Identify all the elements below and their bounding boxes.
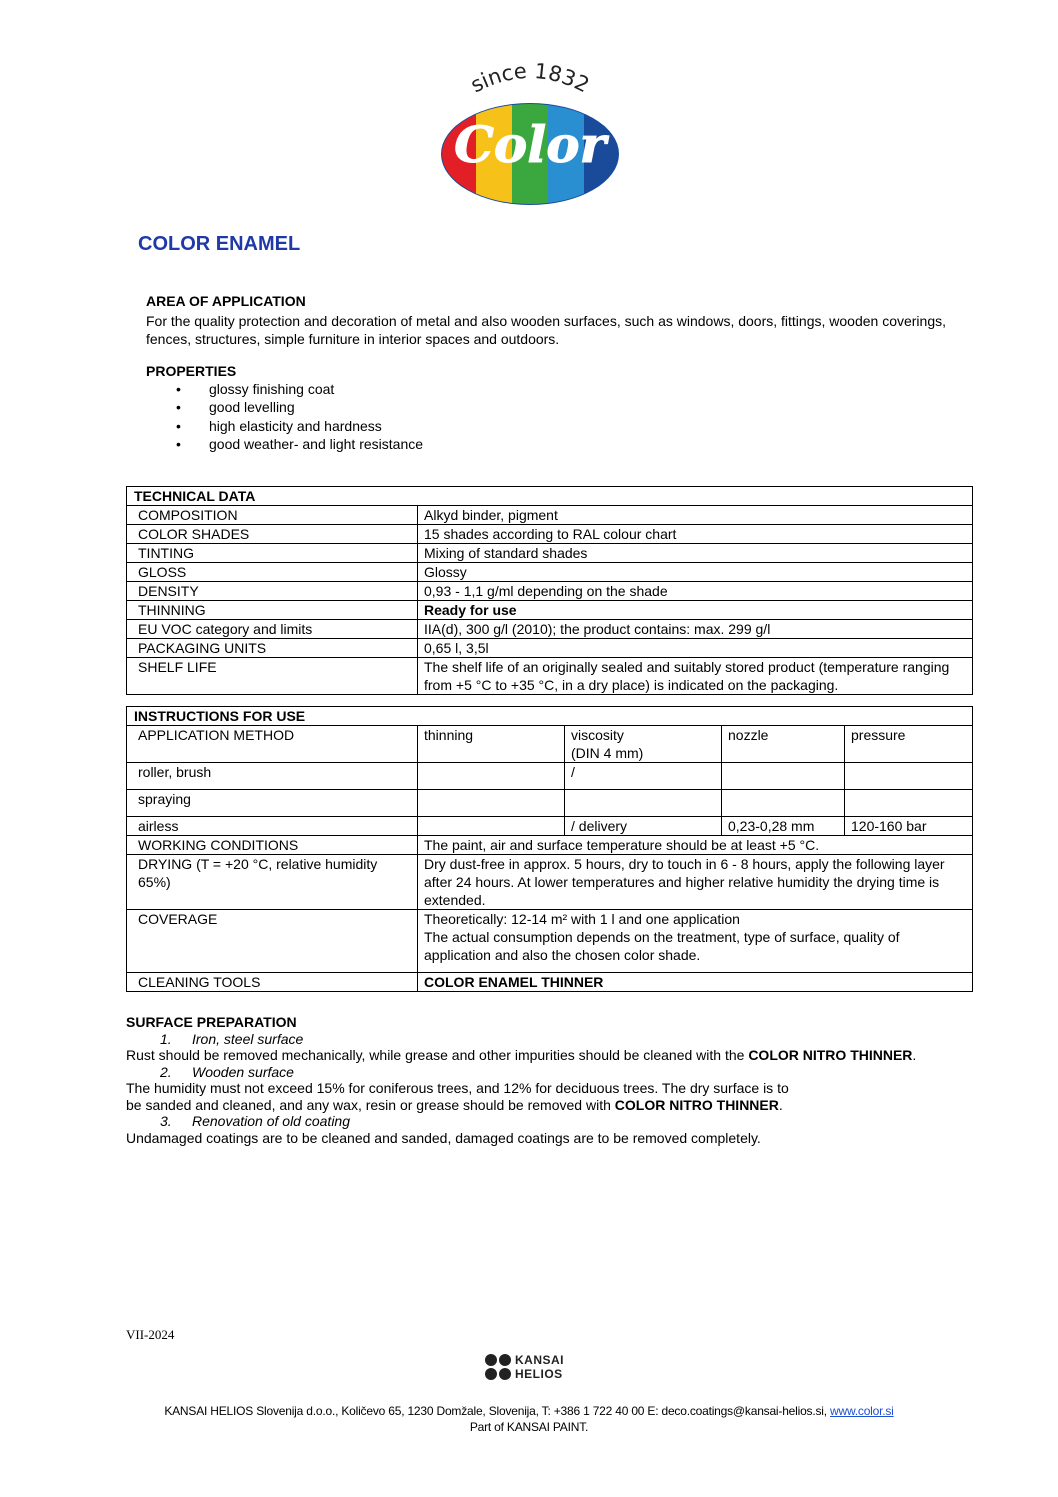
step-text: be sanded and cleaned, and any wax, resin or grease should be removed with COLOR NITRO THINNER. bbox=[126, 1096, 783, 1113]
row-label: DRYING (T = +20 °C, relative humidity 65%) bbox=[127, 855, 418, 910]
row-value: 0,93 - 1,1 g/ml depending on the shade bbox=[418, 582, 973, 601]
instructions-table bbox=[126, 706, 973, 992]
row-value: Alkyd binder, pigment bbox=[418, 506, 973, 525]
step-title: Iron, steel surface bbox=[192, 1030, 304, 1047]
row-value: COLOR ENAMEL THINNER bbox=[418, 973, 973, 992]
method-name: roller, brush bbox=[127, 763, 418, 790]
table-row bbox=[127, 506, 973, 525]
row-value: Mixing of standard shades bbox=[418, 544, 973, 563]
row-label: CLEANING TOOLS bbox=[127, 973, 418, 992]
row-value: Dry dust-free in approx. 5 hours, dry to touch in 6 - 8 hours, apply the following layer after 24 hours. At lower temperatures and higher relative humidity the drying time is extended. bbox=[418, 855, 973, 910]
col-header: thinning bbox=[418, 726, 565, 763]
table-row bbox=[127, 726, 973, 763]
properties-list bbox=[146, 380, 423, 453]
step-number: 2. bbox=[160, 1063, 172, 1080]
properties-heading: PROPERTIES bbox=[146, 363, 237, 379]
row-value: Theoretically: 12-14 m² with 1 l and one application The actual consumption depends on the treatment, type of surface, quality of application and also the chosen color shade. bbox=[418, 910, 973, 973]
step-title: Renovation of old coating bbox=[192, 1113, 350, 1129]
row-label: COMPOSITION bbox=[127, 506, 418, 525]
col-header: nozzle bbox=[722, 726, 845, 763]
color-logo bbox=[440, 62, 620, 207]
cell bbox=[722, 763, 845, 790]
row-value: 0,65 l, 3,5l bbox=[418, 639, 973, 658]
page-title: COLOR ENAMEL bbox=[138, 233, 301, 255]
row-label: WORKING CONDITIONS bbox=[127, 836, 418, 855]
row-label: SHELF LIFE bbox=[127, 658, 418, 695]
cell bbox=[418, 790, 565, 817]
row-value: Ready for use bbox=[418, 601, 973, 620]
cell: / delivery bbox=[565, 817, 722, 836]
table-row bbox=[127, 763, 973, 790]
website-link[interactable]: www.color.si bbox=[830, 1404, 894, 1418]
row-value: The paint, air and surface temperature should be at least +5 °C. bbox=[418, 836, 973, 855]
step-number: 3. bbox=[160, 1113, 172, 1129]
cell bbox=[418, 817, 565, 836]
table-row bbox=[127, 817, 973, 836]
row-label: COVERAGE bbox=[127, 910, 418, 973]
step-title: Wooden surface bbox=[192, 1063, 294, 1080]
table-row bbox=[127, 790, 973, 817]
row-label: COLOR SHADES bbox=[127, 525, 418, 544]
company-info: KANSAI HELIOS Slovenija d.o.o., Količevo 65, 1230 Domžale, Slovenija, T: +386 1 722 40 00 E: deco.coatings@kansai-helios.si, bbox=[164, 1404, 831, 1418]
col-header: pressure bbox=[845, 726, 973, 763]
logo-since-text: since 1832 bbox=[466, 62, 594, 98]
method-name: airless bbox=[127, 817, 418, 836]
step-text: The humidity must not exceed 15% for coniferous trees, and 12% for deciduous trees. The dry surface is to bbox=[126, 1080, 789, 1096]
row-label: DENSITY bbox=[127, 582, 418, 601]
table-row bbox=[127, 582, 973, 601]
cell bbox=[722, 790, 845, 817]
technical-data-table bbox=[126, 486, 973, 695]
property-item: • good weather- and light resistance bbox=[146, 435, 423, 453]
row-value: The shelf life of an originally sealed and suitably stored product (temperature ranging from +5 °C to +35 °C, in a dry place) is indicated on the packaging. bbox=[418, 658, 973, 695]
cell: / bbox=[565, 763, 722, 790]
row-label: GLOSS bbox=[127, 563, 418, 582]
logo-wordmark: Color bbox=[454, 115, 606, 174]
cell bbox=[565, 790, 722, 817]
property-item: • good levelling bbox=[146, 398, 423, 416]
footer bbox=[0, 1403, 1058, 1435]
table-row bbox=[127, 639, 973, 658]
step-text: Rust should be removed mechanically, while grease and other impurities should be cleaned with the COLOR NITRO THINNER. bbox=[126, 1047, 917, 1063]
table-row bbox=[127, 620, 973, 639]
area-heading: AREA OF APPLICATION bbox=[146, 293, 306, 309]
kansai-helios-logo: KANSAI HELIOS bbox=[483, 1353, 583, 1381]
row-value: Glossy bbox=[418, 563, 973, 582]
cell bbox=[845, 790, 973, 817]
surface-heading: SURFACE PREPARATION bbox=[126, 1014, 297, 1030]
step-number: 1. bbox=[160, 1030, 172, 1047]
area-text: For the quality protection and decoration of metal and also wooden surfaces, such as windows, doors, fittings, wooden coverings, fences, structures, simple furniture in interior spaces and outdoors. bbox=[146, 313, 947, 347]
table-row bbox=[127, 601, 973, 620]
property-item: • glossy finishing coat bbox=[146, 380, 423, 398]
method-label: APPLICATION METHOD bbox=[127, 726, 418, 763]
cell bbox=[418, 763, 565, 790]
revision-date: VII-2024 bbox=[126, 1327, 175, 1342]
cell: 0,23-0,28 mm bbox=[722, 817, 845, 836]
table-row bbox=[127, 563, 973, 582]
row-label: TINTING bbox=[127, 544, 418, 563]
row-value: IIA(d), 300 g/l (2010); the product contains: max. 299 g/l bbox=[418, 620, 973, 639]
table-row bbox=[127, 855, 973, 910]
row-value: 15 shades according to RAL colour chart bbox=[418, 525, 973, 544]
table-row bbox=[127, 973, 973, 992]
table-row bbox=[127, 658, 973, 695]
parent-company: Part of KANSAI PAINT. bbox=[469, 1420, 589, 1434]
table-row bbox=[127, 836, 973, 855]
surface-preparation bbox=[126, 1014, 1006, 1146]
cell: 120-160 bar bbox=[845, 817, 973, 836]
table-row bbox=[127, 525, 973, 544]
cell bbox=[845, 763, 973, 790]
row-label: PACKAGING UNITS bbox=[127, 639, 418, 658]
row-label: EU VOC category and limits bbox=[127, 620, 418, 639]
table-row bbox=[127, 544, 973, 563]
row-label: THINNING bbox=[127, 601, 418, 620]
instructions-heading: INSTRUCTIONS FOR USE bbox=[127, 707, 973, 726]
col-header: viscosity (DIN 4 mm) bbox=[565, 726, 722, 763]
method-name: spraying bbox=[127, 790, 418, 817]
technical-heading: TECHNICAL DATA bbox=[127, 487, 973, 506]
property-item: • high elasticity and hardness bbox=[146, 417, 423, 435]
step-text: Undamaged coatings are to be cleaned and sanded, damaged coatings are to be removed completely. bbox=[126, 1129, 761, 1146]
table-row bbox=[127, 910, 973, 973]
